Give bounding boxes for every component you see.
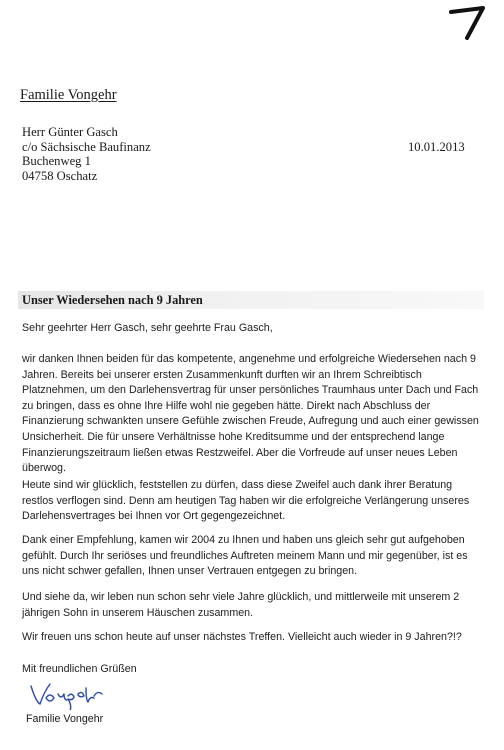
paragraph-text: Wir freuen uns schon heute auf unser nächstes Treffen. Vielleicht auch wieder in 9 Jahren?!?: [22, 631, 462, 643]
sender-heading: Familie Vongehr: [20, 87, 117, 103]
subject-line: Unser Wiedersehen nach 9 Jahren: [22, 293, 203, 307]
letter-date: 10.01.2013: [408, 140, 465, 154]
paragraph-text: Heute sind wir glücklich, feststellen zu dürfen, dass diese Zweifel auch dank ihrer Beratung restlos verflogen sind. Denn am heutigen Tag haben wir die erfolgreiche Verlängerung unseres Darlehensvertrages bei Ihnen vor Ort gegengezeichnet.: [22, 479, 470, 523]
corner-number-mark: [447, 4, 487, 40]
paragraph-4: [22, 590, 484, 621]
recipient-street: Buchenweg 1: [22, 154, 91, 169]
recipient-address: [22, 125, 151, 183]
paragraph-text: Dank einer Empfehlung, kamen wir 2004 zu Ihnen und haben uns gleich sehr gut aufgehoben gefühlt. Durch Ihr seriöses und freundliches Auftreten meinem Mann und mir gegenüber, ist es uns nicht schwer gefallen, Ihnen unser Vertrauen entgegen zu bringen.: [22, 534, 468, 578]
recipient-company: c/o Sächsische Baufinanz: [22, 139, 151, 154]
salutation: Sehr geehrter Herr Gasch, sehr geehrte Frau Gasch,: [22, 322, 273, 334]
handwritten-signature: [28, 680, 108, 710]
paragraph-3: [22, 533, 484, 580]
paragraph-text: Und siehe da, wir leben nun schon sehr viele Jahre glücklich, und mittlerweile mit unserem 2 jährigen Sohn in unserem Häuschen zusammen.: [22, 591, 460, 619]
closing-line: Mit freundlichen Grüßen: [22, 663, 137, 675]
sender-name-footer: Familie Vongehr: [26, 713, 104, 725]
paragraph-1: [22, 352, 484, 477]
paragraph-text: wir danken Ihnen beiden für das kompetente, angenehme und erfolgreiche Wiedersehen nach 9 Jahren. Bereits bei unserer ersten Zusammenkunft durften wir an Ihrem Schreibtisch Platznehmen, um den Darlehensvertrag für unser persönliches Traumhaus unter Dach und Fach zu bringen, dass es ohne Ihre Hilfe wohl nie gegeben hätte. Direkt nach Abschluss der Finanzierung schwankten unsere Gefühle zwischen Freude, Aufregung und auch einer gewissen Unsicherheit. Die für unsere Verhältnisse hohe Kreditsumme und der entsprechend lange Finanzierungszeitraum ließen etwas Restzweifel. Aber die Vorfreude auf unser neues Leben überwog.: [22, 353, 479, 475]
paragraph-5: [22, 630, 484, 646]
recipient-city: 04758 Oschatz: [22, 168, 98, 183]
recipient-name: Herr Günter Gasch: [22, 125, 118, 139]
paragraph-2: [22, 478, 484, 525]
